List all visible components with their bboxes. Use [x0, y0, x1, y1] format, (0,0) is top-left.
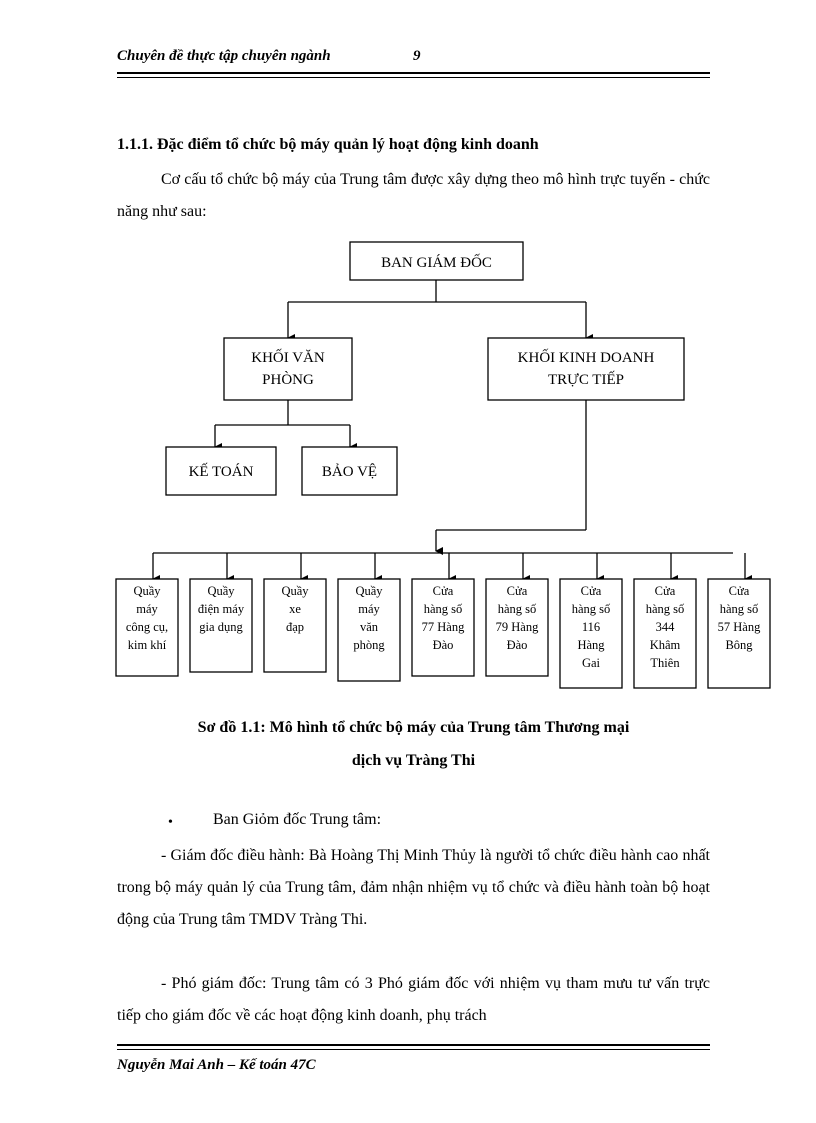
unit-boxes	[116, 579, 770, 688]
unit-box-8-line-1: Cửa	[654, 584, 676, 598]
bullet-marker: •	[168, 815, 173, 830]
unit-box-1-line-1: Quầy	[133, 584, 161, 598]
unit-box-2-line-3: gia dụng	[199, 620, 243, 634]
footer-rule-thick	[117, 1044, 710, 1046]
section-heading: 1.1.1. Đặc điểm tổ chức bộ máy quản lý hoạt động kinh doanh	[117, 136, 539, 153]
box-khoi-kinh-doanh	[488, 338, 684, 400]
box-ke-toan-label: KẾ TOÁN	[188, 464, 254, 480]
intro-paragraph: Cơ cấu tổ chức bộ máy của Trung tâm được xây dựng theo mô hình trực tuyến - chức năng như sau:	[117, 171, 710, 220]
unit-box-4-line-1: Quầy	[355, 584, 383, 598]
unit-box-7-line-4: Hàng	[577, 638, 605, 652]
box-khoi-van-phong	[224, 338, 352, 400]
box-khoi-kinh-doanh-line1: KHỐI KINH DOANH	[517, 350, 655, 366]
unit-box-3-line-1: Quầy	[281, 584, 309, 598]
unit-box-7-line-2: hàng số	[571, 602, 611, 616]
unit-box-7-line-1: Cửa	[580, 584, 602, 598]
unit-box-6-line-4: Đào	[506, 638, 528, 652]
unit-box-3-line-3: đạp	[285, 620, 305, 634]
caption-line-1: Sơ đồ 1.1: Mô hình tổ chức bộ máy của Trung tâm Thương mại	[197, 719, 630, 736]
header-title: Chuyên đề thực tập chuyên ngành	[117, 48, 331, 64]
unit-box-8-line-2: hàng số	[645, 602, 685, 616]
unit-box-5-line-3: 77 Hàng	[421, 620, 465, 634]
unit-box-8-line-3: 344	[655, 620, 675, 634]
unit-box-9-line-1: Cửa	[728, 584, 750, 598]
box-khoi-van-phong-line2: PHÒNG	[262, 372, 314, 388]
unit-box-9-line-4: Bông	[725, 638, 753, 652]
caption-line-2: dịch vụ Tràng Thi	[351, 752, 476, 769]
page-number: 9	[413, 48, 421, 64]
unit-box-2-line-2: điện máy	[197, 602, 245, 616]
unit-box-4-line-2: máy	[358, 602, 380, 616]
unit-box-1-line-3: công cụ,	[125, 620, 169, 634]
unit-box-9-line-3: 57 Hàng	[717, 620, 761, 634]
page-footer: Nguyễn Mai Anh – Kế toán 47C	[117, 1057, 316, 1073]
unit-box-4-line-3: văn	[359, 620, 379, 634]
unit-box-4-line-4: phòng	[353, 638, 385, 652]
unit-box-7-line-5: Gai	[581, 656, 601, 670]
unit-box-8-line-4: Khâm	[649, 638, 681, 652]
footer-rule-thin	[117, 1049, 710, 1050]
unit-box-5-line-1: Cửa	[432, 584, 454, 598]
unit-box-6-line-1: Cửa	[506, 584, 528, 598]
box-khoi-kinh-doanh-line2: TRỰC TIẾP	[548, 372, 624, 388]
unit-box-1-line-4: kim khí	[127, 638, 167, 652]
bullet-text: Ban Giỏm đốc Trung tâm:	[213, 811, 382, 828]
unit-box-8-line-5: Thiên	[650, 656, 680, 670]
unit-box-5-line-2: hàng số	[423, 602, 463, 616]
box-khoi-van-phong-line1: KHỐI VĂN	[251, 350, 325, 366]
unit-box-7-line-3: 116	[581, 620, 601, 634]
unit-box-5-line-4: Đào	[432, 638, 454, 652]
unit-box-6-line-2: hàng số	[497, 602, 537, 616]
unit-box-1-line-2: máy	[136, 602, 158, 616]
paragraph-deputy: - Phó giám đốc: Trung tâm có 3 Phó giám đốc với nhiệm vụ tham mưu tư vấn trực tiếp cho giám đốc về các hoạt động kinh doanh, phụ trách	[117, 975, 710, 1024]
chart-connectors	[153, 280, 745, 579]
box-ban-giam-doc-label: BAN GIÁM ĐỐC	[381, 255, 492, 271]
unit-box-6-line-3: 79 Hàng	[495, 620, 539, 634]
unit-box-3-line-2: xe	[289, 602, 301, 616]
box-bao-ve-label: BẢO VỆ	[321, 464, 378, 480]
diagram-caption	[117, 711, 710, 777]
unit-box-9-line-2: hàng số	[719, 602, 759, 616]
paragraph-director: - Giám đốc điều hành: Bà Hoàng Thị Minh Thủy là người tổ chức điều hành cao nhất trong bộ máy quản lý của Trung tâm, đảm nhận nhiệm vụ tổ chức và điều hành toàn bộ hoạt động của Trung tâm TMDV Tràng Thi.	[117, 847, 710, 928]
unit-box-2-line-1: Quầy	[207, 584, 235, 598]
